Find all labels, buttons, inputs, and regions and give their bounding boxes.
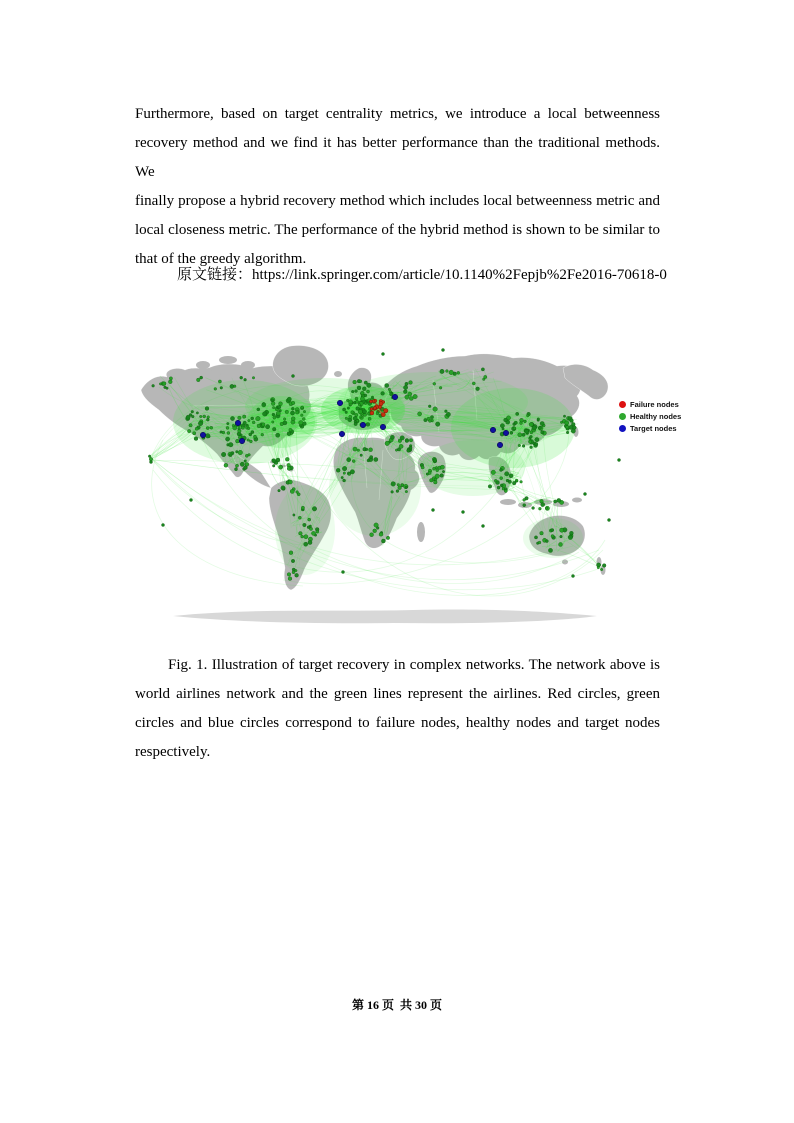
figure-caption: [135, 651, 660, 767]
text-line: Furthermore, based on target centrality metrics, we introduce a local betweenness: [135, 106, 660, 122]
text-line: Fig. 1. Illustration of target recovery in complex networks. The network above is: [168, 657, 660, 673]
legend-label: Healthy nodes: [630, 412, 682, 421]
figure-map: [133, 340, 680, 625]
text-line: world airlines network and the green lines represent the airlines. Red circles, green: [135, 686, 660, 702]
failure-node-icon: [619, 401, 626, 408]
map-legend: [619, 400, 681, 433]
world-airline-network-map: [133, 340, 680, 625]
text-line: finally propose a hybrid recovery method which includes local betweenness metric and: [135, 193, 660, 209]
source-link-label: 原文链接：: [177, 267, 253, 283]
page-footer: 第 16 页 共 30 页: [351, 998, 442, 1012]
text-line: recovery method and we find it has better performance than the traditional methods. We: [135, 135, 660, 180]
abstract-paragraph: [135, 100, 660, 274]
text-line: circles and blue circles correspond to failure nodes, healthy nodes and target nodes: [135, 715, 660, 731]
target-node-icon: [619, 425, 626, 432]
legend-item-failure: [619, 400, 681, 409]
text-line: that of the greedy algorithm.: [135, 251, 307, 267]
source-link-line: [135, 261, 695, 290]
healthy-node-icon: [619, 413, 626, 420]
legend-item-target: [619, 424, 681, 433]
legend-label: Failure nodes: [630, 400, 679, 409]
source-link-url[interactable]: https://link.springer.com/article/10.1140%2Fepjb%2Fe2016-70618-0: [252, 267, 667, 283]
legend-item-healthy: [619, 412, 681, 421]
text-line: respectively.: [135, 744, 211, 760]
text-line: local closeness metric. The performance of the hybrid method is shown to be similar to: [135, 222, 660, 238]
legend-label: Target nodes: [630, 424, 677, 433]
